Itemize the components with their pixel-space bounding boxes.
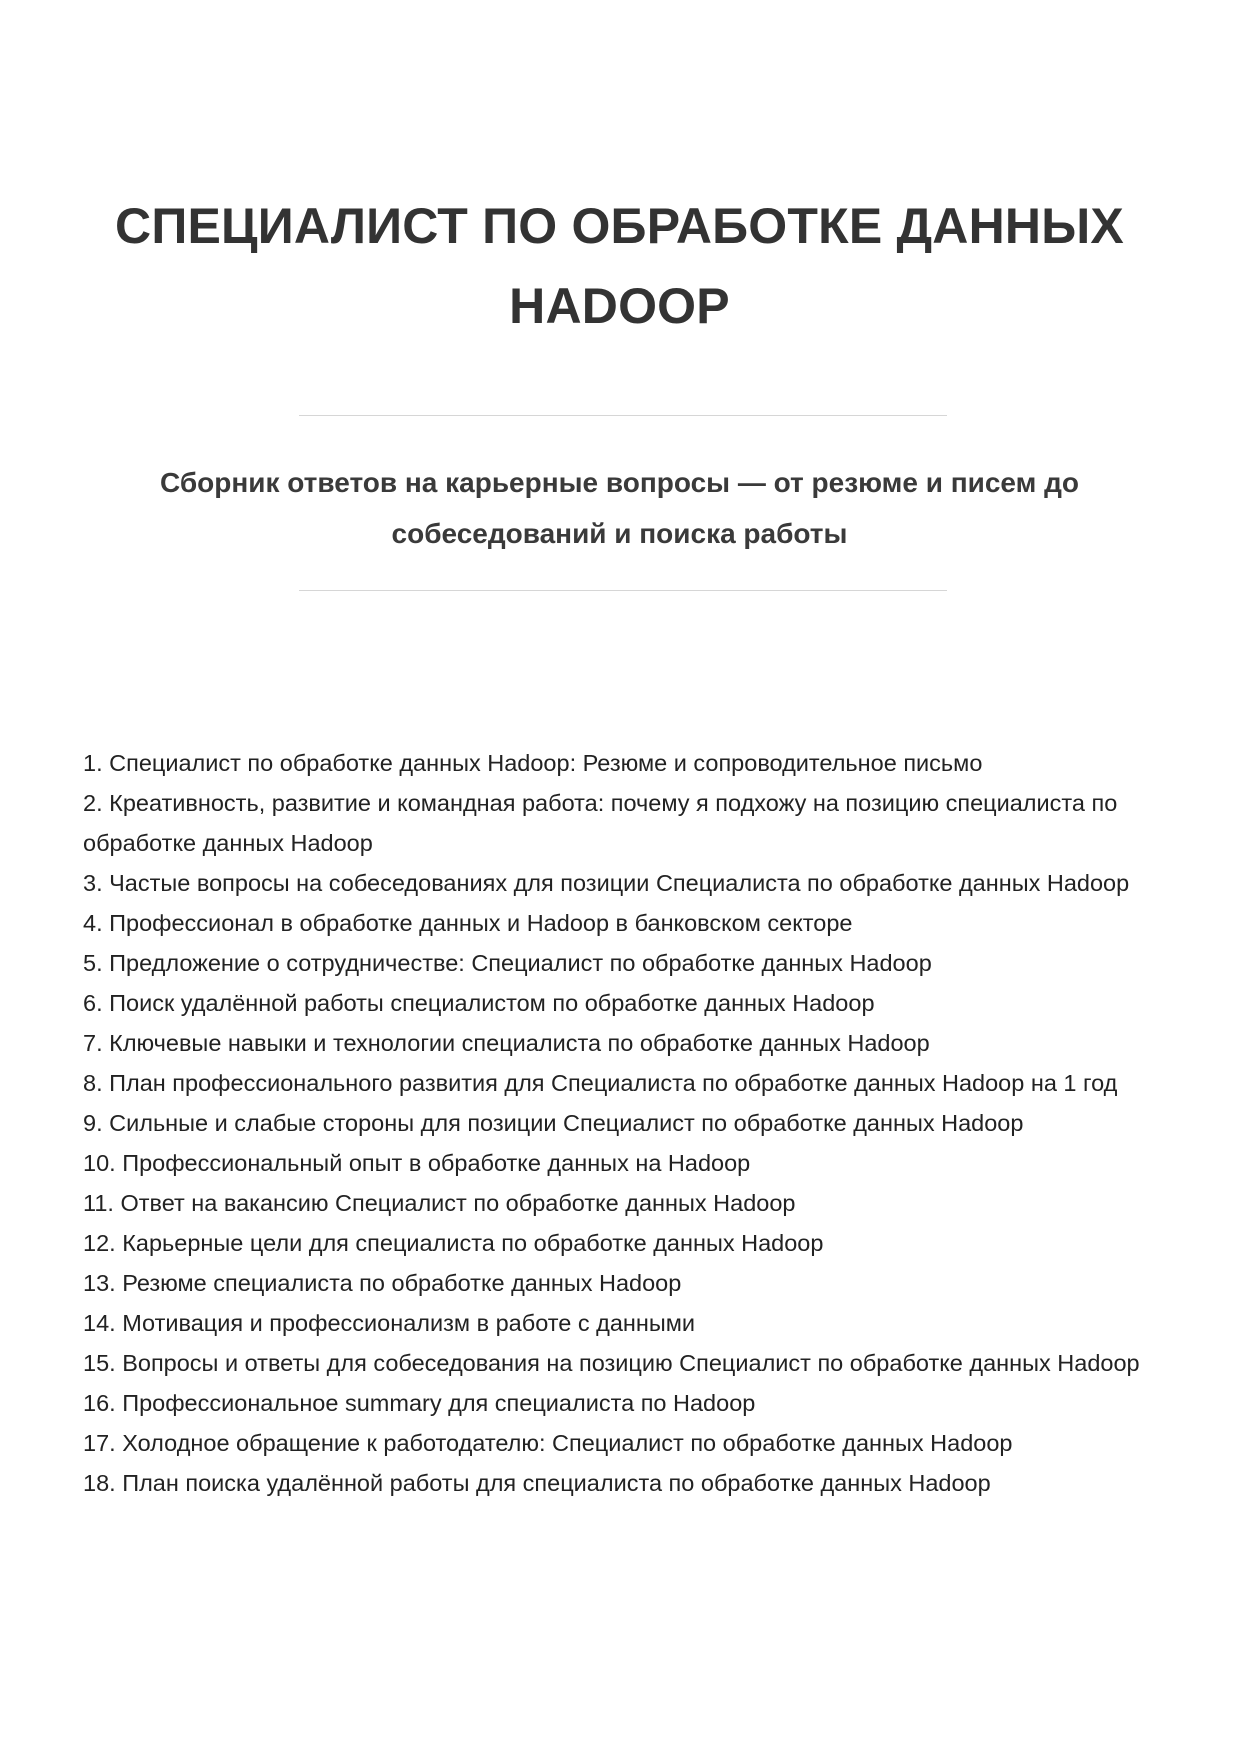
document-subtitle bbox=[100, 457, 1139, 559]
subtitle-line-1: Сборник ответов на карьерные вопросы — от резюме и писем до bbox=[160, 467, 1079, 498]
toc-item[interactable]: 1. Специалист по обработке данных Hadoop: Резюме и сопроводительное письмо bbox=[83, 750, 983, 776]
toc-item[interactable]: 8. План профессионального развития для Специалиста по обработке данных Hadoop на 1 год bbox=[83, 1070, 1118, 1096]
title-line-1: СПЕЦИАЛИСТ ПО ОБРАБОТКЕ ДАННЫХ bbox=[115, 198, 1124, 254]
toc-item[interactable]: 7. Ключевые навыки и технологии специалиста по обработке данных Hadoop bbox=[83, 1030, 930, 1056]
toc-item[interactable]: 14. Мотивация и профессионализм в работе с данными bbox=[83, 1310, 696, 1336]
toc-item[interactable]: 5. Предложение о сотрудничестве: Специалист по обработке данных Hadoop bbox=[83, 950, 932, 976]
toc-item[interactable]: 15. Вопросы и ответы для собеседования на позицию Специалист по обработке данных Hadoop bbox=[83, 1350, 1140, 1376]
toc-item[interactable]: 12. Карьерные цели для специалиста по обработке данных Hadoop bbox=[83, 1230, 824, 1256]
toc-item[interactable]: 17. Холодное обращение к работодателю: Специалист по обработке данных Hadoop bbox=[83, 1430, 1013, 1456]
toc-item[interactable]: 16. Профессиональное summary для специалиста по Hadoop bbox=[83, 1390, 756, 1416]
title-line-2: HADOOP bbox=[509, 278, 730, 334]
document-title bbox=[90, 186, 1149, 346]
toc-item[interactable]: 18. План поиска удалённой работы для специалиста по обработке данных Hadoop bbox=[83, 1470, 991, 1496]
toc-item[interactable]: 11. Ответ на вакансию Специалист по обработке данных Hadoop bbox=[83, 1190, 796, 1216]
toc-item[interactable]: 6. Поиск удалённой работы специалистом по обработке данных Hadoop bbox=[83, 990, 875, 1016]
toc-item[interactable]: 10. Профессиональный опыт в обработке данных на Hadoop bbox=[83, 1150, 751, 1176]
table-of-contents bbox=[83, 743, 1163, 1503]
toc-item[interactable]: 9. Сильные и слабые стороны для позиции Специалист по обработке данных Hadoop bbox=[83, 1110, 1024, 1136]
toc-item[interactable]: 4. Профессионал в обработке данных и Hadoop в банковском секторе bbox=[83, 910, 853, 936]
toc-item[interactable]: 3. Частые вопросы на собеседованиях для позиции Специалиста по обработке данных Hadoop bbox=[83, 870, 1130, 896]
subtitle-line-2: собеседований и поиска работы bbox=[391, 518, 848, 549]
divider-top bbox=[299, 415, 947, 416]
toc-item[interactable]: 13. Резюме специалиста по обработке данных Hadoop bbox=[83, 1270, 682, 1296]
divider-bottom bbox=[299, 590, 947, 591]
toc-item[interactable]: 2. Креативность, развитие и командная работа: почему я подхожу на позицию специалиста по обработке данных Hadoop bbox=[83, 790, 1118, 856]
